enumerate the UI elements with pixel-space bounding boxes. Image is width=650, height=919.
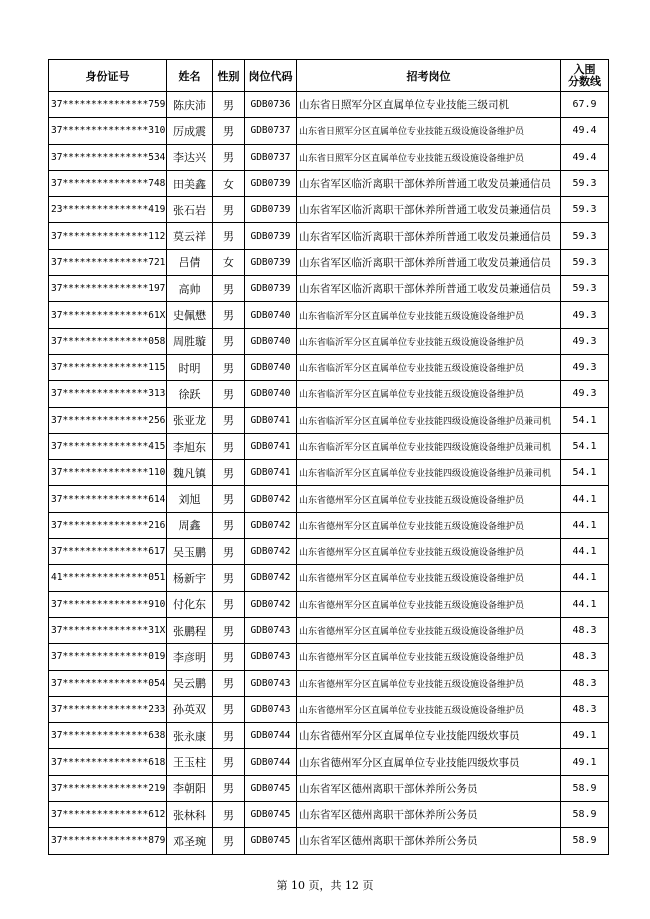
- cell-id: 37***************748: [49, 170, 167, 196]
- cell-sex: 男: [213, 276, 245, 302]
- cell-name: 莫云祥: [167, 223, 213, 249]
- cell-name: 李旭东: [167, 433, 213, 459]
- cell-score: 49.4: [561, 118, 609, 144]
- cell-sex: 男: [213, 460, 245, 486]
- table-row: [49, 644, 609, 670]
- table-row: [49, 92, 609, 118]
- cell-sex: 男: [213, 381, 245, 407]
- cell-id: 37***************879: [49, 828, 167, 854]
- cell-sex: 男: [213, 644, 245, 670]
- cell-sex: 男: [213, 92, 245, 118]
- cell-score: 44.1: [561, 591, 609, 617]
- cell-position: 山东省军区临沂离职干部休养所普通工收发员兼通信员: [297, 170, 561, 196]
- cell-sex: 男: [213, 354, 245, 380]
- cell-score: 44.1: [561, 565, 609, 591]
- cell-position: 山东省临沂军分区直属单位专业技能四级设施设备维护员兼司机: [297, 433, 561, 459]
- cell-score: 44.1: [561, 486, 609, 512]
- cell-id: 37***************313: [49, 381, 167, 407]
- header-score-line2: 分数线: [568, 74, 601, 88]
- cell-sex: 男: [213, 617, 245, 643]
- cell-name: 魏凡镇: [167, 460, 213, 486]
- header-code: 岗位代码: [245, 60, 297, 92]
- cell-code: GDB0744: [245, 723, 297, 749]
- cell-id: 37***************534: [49, 144, 167, 170]
- cell-code: GDB0739: [245, 276, 297, 302]
- cell-code: GDB0740: [245, 328, 297, 354]
- cell-score: 49.4: [561, 144, 609, 170]
- cell-sex: 男: [213, 696, 245, 722]
- cell-score: 49.3: [561, 354, 609, 380]
- cell-position: 山东省军区临沂离职干部休养所普通工收发员兼通信员: [297, 223, 561, 249]
- header-score: [561, 60, 609, 92]
- cell-position: 山东省德州军分区直属单位专业技能五级设施设备维护员: [297, 644, 561, 670]
- cell-score: 49.3: [561, 328, 609, 354]
- cell-id: 37***************310: [49, 118, 167, 144]
- cell-name: 张鹏程: [167, 617, 213, 643]
- cell-id: 37***************110: [49, 460, 167, 486]
- cell-id: 37***************614: [49, 486, 167, 512]
- cell-sex: 男: [213, 486, 245, 512]
- cell-score: 48.3: [561, 670, 609, 696]
- cell-code: GDB0736: [245, 92, 297, 118]
- cell-code: GDB0743: [245, 644, 297, 670]
- cell-score: 44.1: [561, 539, 609, 565]
- cell-position: 山东省军区德州离职干部休养所公务员: [297, 828, 561, 854]
- cell-score: 48.3: [561, 644, 609, 670]
- table-row: [49, 381, 609, 407]
- cell-code: GDB0740: [245, 381, 297, 407]
- cell-position: 山东省德州军分区直属单位专业技能五级设施设备维护员: [297, 539, 561, 565]
- cell-score: 67.9: [561, 92, 609, 118]
- cell-score: 59.3: [561, 223, 609, 249]
- cell-score: 59.3: [561, 276, 609, 302]
- cell-id: 37***************61X: [49, 302, 167, 328]
- cell-id: 37***************256: [49, 407, 167, 433]
- cell-name: 徐跃: [167, 381, 213, 407]
- cell-score: 44.1: [561, 512, 609, 538]
- cell-code: GDB0739: [245, 197, 297, 223]
- cell-score: 58.9: [561, 775, 609, 801]
- header-name: 姓名: [167, 60, 213, 92]
- cell-name: 孙英双: [167, 696, 213, 722]
- cell-code: GDB0742: [245, 486, 297, 512]
- cell-id: 23***************419: [49, 197, 167, 223]
- table-header: [49, 60, 609, 92]
- cell-id: 37***************638: [49, 723, 167, 749]
- table-row: [49, 276, 609, 302]
- cell-score: 59.3: [561, 249, 609, 275]
- cell-name: 邓圣琬: [167, 828, 213, 854]
- cell-sex: 女: [213, 249, 245, 275]
- cell-code: GDB0741: [245, 460, 297, 486]
- cell-name: 杨新宇: [167, 565, 213, 591]
- cell-score: 58.9: [561, 828, 609, 854]
- cell-position: 山东省临沂军分区直属单位专业技能五级设施设备维护员: [297, 381, 561, 407]
- cell-code: GDB0744: [245, 749, 297, 775]
- cell-score: 48.3: [561, 696, 609, 722]
- cell-code: GDB0739: [245, 249, 297, 275]
- cell-id: 37***************219: [49, 775, 167, 801]
- cell-position: 山东省军区临沂离职干部休养所普通工收发员兼通信员: [297, 197, 561, 223]
- cell-position: 山东省德州军分区直属单位专业技能五级设施设备维护员: [297, 565, 561, 591]
- cell-sex: 男: [213, 749, 245, 775]
- cell-id: 37***************759: [49, 92, 167, 118]
- cell-position: 山东省德州军分区直属单位专业技能五级设施设备维护员: [297, 617, 561, 643]
- cell-position: 山东省德州军分区直属单位专业技能五级设施设备维护员: [297, 670, 561, 696]
- cell-sex: 男: [213, 118, 245, 144]
- cell-sex: 男: [213, 802, 245, 828]
- cell-position: 山东省军区德州离职干部休养所公务员: [297, 802, 561, 828]
- table-row: [49, 249, 609, 275]
- cell-name: 张林科: [167, 802, 213, 828]
- cell-name: 付化东: [167, 591, 213, 617]
- cell-name: 张亚龙: [167, 407, 213, 433]
- table-row: [49, 670, 609, 696]
- cell-id: 37***************612: [49, 802, 167, 828]
- cell-sex: 男: [213, 565, 245, 591]
- cell-id: 37***************618: [49, 749, 167, 775]
- page-footer: 第 10 页，共 12 页: [276, 879, 374, 892]
- table-row: [49, 118, 609, 144]
- cell-sex: 男: [213, 197, 245, 223]
- cell-code: GDB0745: [245, 775, 297, 801]
- cell-position: 山东省军区临沂离职干部休养所普通工收发员兼通信员: [297, 249, 561, 275]
- cell-code: GDB0740: [245, 302, 297, 328]
- cell-score: 54.1: [561, 407, 609, 433]
- cell-code: GDB0742: [245, 565, 297, 591]
- cell-name: 李彦明: [167, 644, 213, 670]
- table-row: [49, 617, 609, 643]
- cell-sex: 男: [213, 723, 245, 749]
- cell-name: 周胜璇: [167, 328, 213, 354]
- cell-position: 山东省德州军分区直属单位专业技能五级设施设备维护员: [297, 512, 561, 538]
- cell-position: 山东省军区临沂离职干部休养所普通工收发员兼通信员: [297, 276, 561, 302]
- cell-name: 张永康: [167, 723, 213, 749]
- cell-score: 54.1: [561, 460, 609, 486]
- table-row: [49, 749, 609, 775]
- table-row: [49, 223, 609, 249]
- cell-name: 吴云鹏: [167, 670, 213, 696]
- cell-id: 37***************115: [49, 354, 167, 380]
- cell-code: GDB0741: [245, 433, 297, 459]
- table-row: [49, 144, 609, 170]
- cell-sex: 男: [213, 407, 245, 433]
- cell-position: 山东省德州军分区直属单位专业技能四级炊事员: [297, 723, 561, 749]
- table-row: [49, 460, 609, 486]
- cell-code: GDB0737: [245, 118, 297, 144]
- cell-id: 37***************415: [49, 433, 167, 459]
- cell-score: 49.3: [561, 302, 609, 328]
- table-row: [49, 828, 609, 854]
- cell-code: GDB0737: [245, 144, 297, 170]
- cell-sex: 男: [213, 591, 245, 617]
- cell-name: 刘旭: [167, 486, 213, 512]
- table-row: [49, 433, 609, 459]
- cell-name: 时明: [167, 354, 213, 380]
- table-row: [49, 512, 609, 538]
- cell-code: GDB0741: [245, 407, 297, 433]
- cell-name: 陈庆沛: [167, 92, 213, 118]
- cell-code: GDB0739: [245, 223, 297, 249]
- cell-position: 山东省日照军分区直属单位专业技能五级设施设备维护员: [297, 118, 561, 144]
- cell-name: 李达兴: [167, 144, 213, 170]
- cell-id: 37***************058: [49, 328, 167, 354]
- table-row: [49, 802, 609, 828]
- cell-position: 山东省军区德州离职干部休养所公务员: [297, 775, 561, 801]
- cell-name: 吕倩: [167, 249, 213, 275]
- cell-id: 37***************233: [49, 696, 167, 722]
- cell-score: 59.3: [561, 197, 609, 223]
- cell-id: 37***************216: [49, 512, 167, 538]
- cell-name: 周鑫: [167, 512, 213, 538]
- cell-sex: 男: [213, 328, 245, 354]
- cell-score: 49.3: [561, 381, 609, 407]
- cell-sex: 男: [213, 670, 245, 696]
- cell-position: 山东省临沂军分区直属单位专业技能五级设施设备维护员: [297, 328, 561, 354]
- cell-sex: 男: [213, 144, 245, 170]
- cell-sex: 男: [213, 512, 245, 538]
- cell-id: 37***************910: [49, 591, 167, 617]
- cell-score: 49.1: [561, 749, 609, 775]
- header-score-line1: 入围: [573, 62, 596, 76]
- cell-code: GDB0743: [245, 617, 297, 643]
- cell-code: GDB0739: [245, 170, 297, 196]
- table-row: [49, 723, 609, 749]
- cell-position: 山东省临沂军分区直属单位专业技能四级设施设备维护员兼司机: [297, 460, 561, 486]
- cell-id: 37***************019: [49, 644, 167, 670]
- cell-position: 山东省日照军分区直属单位专业技能五级设施设备维护员: [297, 144, 561, 170]
- header-id: 身份证号: [49, 60, 167, 92]
- table-row: [49, 354, 609, 380]
- header-sex: 性别: [213, 60, 245, 92]
- cell-name: 吴玉鹏: [167, 539, 213, 565]
- table-row: [49, 591, 609, 617]
- header-row: [49, 60, 609, 92]
- cell-code: GDB0742: [245, 539, 297, 565]
- cell-code: GDB0745: [245, 802, 297, 828]
- cell-position: 山东省德州军分区直属单位专业技能四级炊事员: [297, 749, 561, 775]
- cell-code: GDB0743: [245, 670, 297, 696]
- cell-score: 49.1: [561, 723, 609, 749]
- cell-id: 37***************112: [49, 223, 167, 249]
- cell-position: 山东省德州军分区直属单位专业技能五级设施设备维护员: [297, 591, 561, 617]
- cell-sex: 男: [213, 433, 245, 459]
- table-row: [49, 170, 609, 196]
- cell-code: GDB0743: [245, 696, 297, 722]
- table-row: [49, 486, 609, 512]
- cell-name: 田美鑫: [167, 170, 213, 196]
- table-row: [49, 328, 609, 354]
- cell-score: 58.9: [561, 802, 609, 828]
- cell-id: 37***************617: [49, 539, 167, 565]
- table-row: [49, 696, 609, 722]
- table-row: [49, 539, 609, 565]
- table-row: [49, 302, 609, 328]
- cell-score: 59.3: [561, 170, 609, 196]
- cell-name: 张石岩: [167, 197, 213, 223]
- cell-sex: 男: [213, 828, 245, 854]
- table-row: [49, 407, 609, 433]
- cell-name: 史佩懋: [167, 302, 213, 328]
- cell-name: 高帅: [167, 276, 213, 302]
- cell-code: GDB0742: [245, 591, 297, 617]
- cell-name: 王玉柱: [167, 749, 213, 775]
- candidate-table: [48, 59, 609, 855]
- cell-sex: 男: [213, 302, 245, 328]
- table-row: [49, 197, 609, 223]
- cell-position: 山东省日照军分区直属单位专业技能三级司机: [297, 92, 561, 118]
- cell-name: 李朝阳: [167, 775, 213, 801]
- cell-sex: 男: [213, 539, 245, 565]
- cell-score: 48.3: [561, 617, 609, 643]
- cell-id: 37***************197: [49, 276, 167, 302]
- cell-name: 厉成震: [167, 118, 213, 144]
- cell-code: GDB0742: [245, 512, 297, 538]
- cell-position: 山东省临沂军分区直属单位专业技能四级设施设备维护员兼司机: [297, 407, 561, 433]
- cell-score: 54.1: [561, 433, 609, 459]
- table-row: [49, 565, 609, 591]
- cell-id: 37***************31X: [49, 617, 167, 643]
- cell-id: 37***************054: [49, 670, 167, 696]
- table-body: [49, 92, 609, 855]
- cell-sex: 女: [213, 170, 245, 196]
- cell-position: 山东省德州军分区直属单位专业技能五级设施设备维护员: [297, 486, 561, 512]
- cell-id: 37***************721: [49, 249, 167, 275]
- cell-position: 山东省德州军分区直属单位专业技能五级设施设备维护员: [297, 696, 561, 722]
- cell-code: GDB0745: [245, 828, 297, 854]
- cell-sex: 男: [213, 223, 245, 249]
- cell-id: 41***************051: [49, 565, 167, 591]
- cell-sex: 男: [213, 775, 245, 801]
- cell-position: 山东省临沂军分区直属单位专业技能五级设施设备维护员: [297, 354, 561, 380]
- table-row: [49, 775, 609, 801]
- cell-code: GDB0740: [245, 354, 297, 380]
- cell-position: 山东省临沂军分区直属单位专业技能五级设施设备维护员: [297, 302, 561, 328]
- header-position: 招考岗位: [297, 60, 561, 92]
